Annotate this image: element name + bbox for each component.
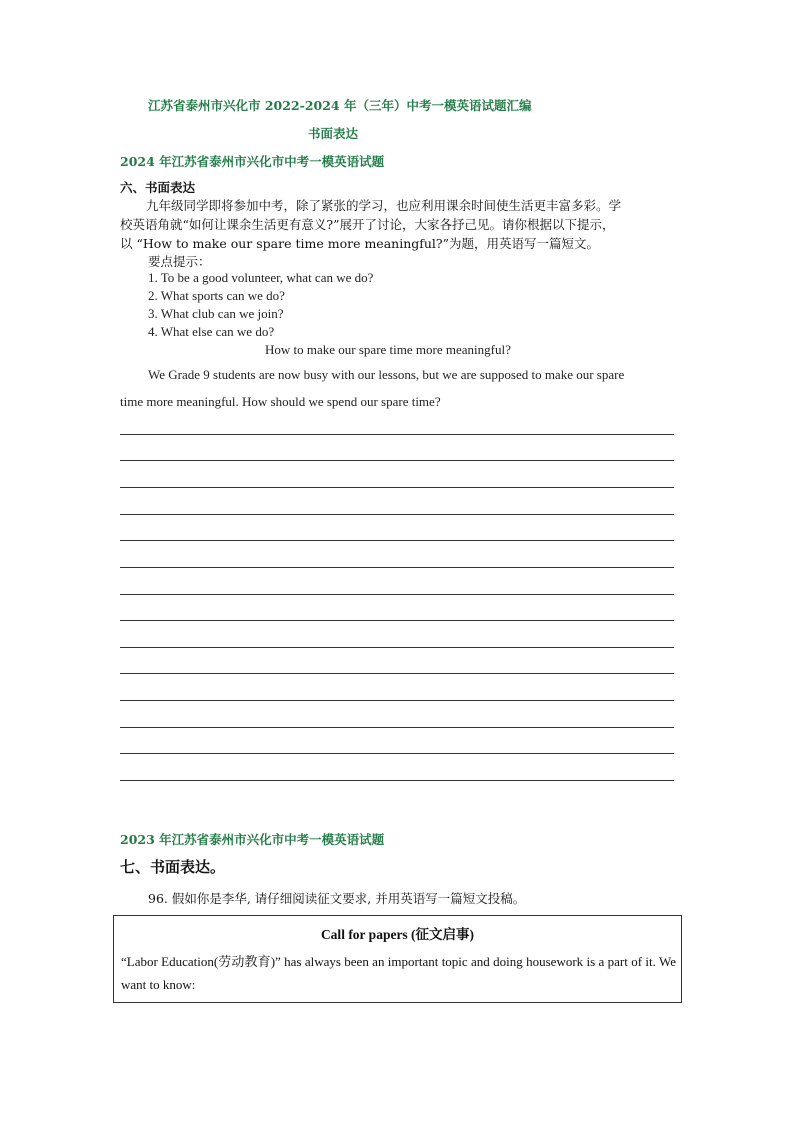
writing-line[interactable] bbox=[120, 647, 674, 648]
prompt-line-3: 以 “How to make our spare time more meaningful?”为题，用英语写一篇短文。 bbox=[120, 236, 600, 251]
writing-line[interactable] bbox=[120, 487, 674, 488]
writing-line[interactable] bbox=[120, 540, 674, 541]
writing-line[interactable] bbox=[120, 753, 674, 754]
call-for-papers-text: “Labor Education(劳动教育)” has always been an important topic and doing housework is a part of it. We want to know: bbox=[121, 954, 676, 992]
document-title: 江苏省泰州市兴化市 2022-2024 年（三年）中考一模英语试题汇编 bbox=[148, 98, 532, 113]
call-for-papers-box bbox=[113, 915, 682, 1003]
hint-2: 2. What sports can we do? bbox=[148, 288, 285, 303]
writing-line[interactable] bbox=[120, 700, 674, 701]
prompt-line-2: 校英语角就“如何让课余生活更有意义?”展开了讨论，大家各抒己见。请你根据以下提示， bbox=[120, 217, 615, 232]
writing-line[interactable] bbox=[120, 514, 674, 515]
essay-opening-line-2: time more meaningful. How should we spend our spare time? bbox=[120, 394, 441, 409]
question-label-7: 七、书面表达。 bbox=[120, 858, 226, 876]
section-2024-heading: 2024 年江苏省泰州市兴化市中考一模英语试题 bbox=[120, 154, 385, 169]
section-2023-heading: 2023 年江苏省泰州市兴化市中考一模英语试题 bbox=[120, 832, 385, 847]
call-for-papers-title: Call for papers (征文启事) bbox=[320, 927, 475, 942]
writing-line[interactable] bbox=[120, 434, 674, 435]
hints-label: 要点提示： bbox=[148, 254, 211, 269]
essay-title: How to make our spare time more meaningful? bbox=[265, 342, 511, 357]
writing-line[interactable] bbox=[120, 620, 674, 621]
hint-3: 3. What club can we join? bbox=[148, 306, 284, 321]
document-subtitle: 书面表达 bbox=[308, 126, 359, 141]
prompt-line-1: 九年级同学即将参加中考，除了紧张的学习，也应利用课余时间使生活更丰富多彩。学 bbox=[146, 198, 622, 213]
writing-line[interactable] bbox=[120, 594, 674, 595]
writing-line[interactable] bbox=[120, 567, 674, 568]
hint-1: 1. To be a good volunteer, what can we do? bbox=[148, 270, 374, 285]
writing-line[interactable] bbox=[120, 673, 674, 674]
writing-line[interactable] bbox=[120, 460, 674, 461]
question-96-instruction: 96. 假如你是李华, 请仔细阅读征文要求, 并用英语写一篇短文投稿。 bbox=[148, 891, 526, 906]
writing-line[interactable] bbox=[120, 780, 674, 781]
writing-line[interactable] bbox=[120, 727, 674, 728]
essay-opening-line-1: We Grade 9 students are now busy with our lessons, but we are supposed to make our spare bbox=[148, 367, 625, 382]
question-label-6: 六、书面表达 bbox=[120, 180, 196, 195]
hint-4: 4. What else can we do? bbox=[148, 324, 275, 339]
